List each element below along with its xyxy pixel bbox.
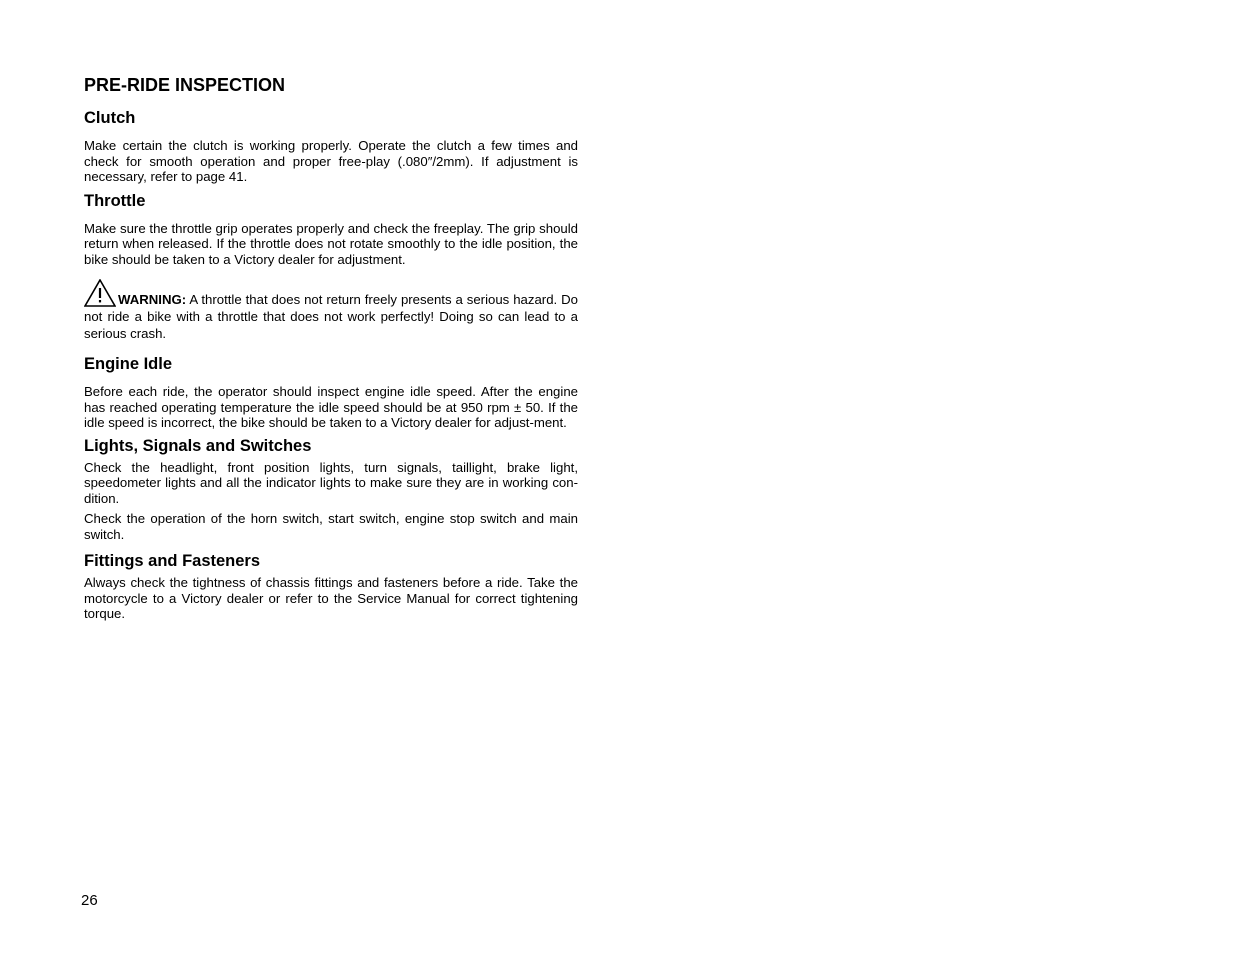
warning-label: WARNING: [118, 292, 187, 307]
page-title: PRE-RIDE INSPECTION [84, 75, 286, 95]
page-number: 26 [81, 892, 98, 909]
clutch-paragraph: Make certain the clutch is working properly. Operate the clutch a few times and check for smooth operation and proper free-play (.080″/2mm). If adjustment is necessary, refer to page 41. [84, 138, 578, 184]
warning-text: A throttle that does not return freely presents a serious hazard. Do not ride a bike with a throttle that does not work perfectly! Doing so can lead to a serious crash. [84, 292, 578, 341]
manual-page-column [84, 74, 578, 634]
throttle-paragraph: Make sure the throttle grip operates properly and check the freeplay. The grip should return when released. If the throttle does not rotate smoothly to the idle position, the bike should be taken to a Victory dealer for adjustment. [84, 220, 578, 267]
throttle-warning [84, 279, 578, 342]
warning-triangle-icon [84, 279, 116, 307]
engine-idle-paragraph: Before each ride, the operator should inspect engine idle speed. After the engine has reached operating temperature the idle speed should be at 950 rpm ± 50. If the idle speed is incorrect, the bike should be taken to a Victory dealer for adjust-ment. [84, 384, 578, 430]
section-heading-clutch: Clutch [84, 109, 136, 127]
section-heading-fittings-fasteners: Fittings and Fasteners [84, 552, 261, 570]
section-heading-throttle: Throttle [84, 191, 146, 210]
lights-paragraph: Check the headlight, front position lights, turn signals, taillight, brake light, speedometer lights and all the indicator lights to make sure they are in working con-dition. [84, 459, 578, 506]
fittings-paragraph: Always check the tightness of chassis fittings and fasteners before a ride. Take the motorcycle to a Victory dealer or refer to the Service Manual for correct tightening torque. [84, 575, 578, 621]
switches-paragraph: Check the operation of the horn switch, start switch, engine stop switch and main switch. [84, 511, 578, 542]
section-heading-lights-signals-switches: Lights, Signals and Switches [84, 436, 312, 455]
section-heading-engine-idle: Engine Idle [84, 355, 173, 373]
